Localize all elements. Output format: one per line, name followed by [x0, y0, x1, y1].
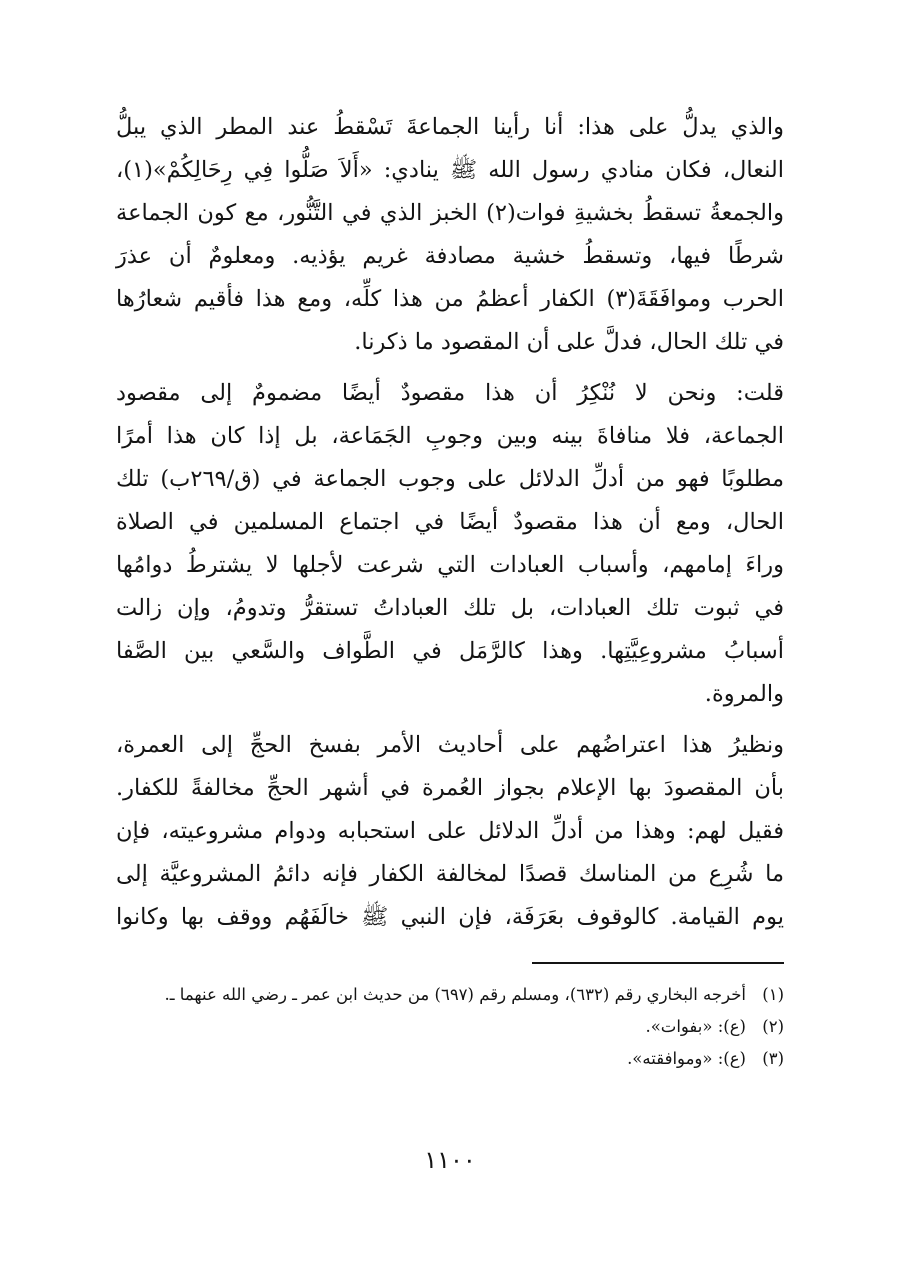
page-number: ١١٠٠	[424, 1146, 476, 1174]
footnote-text: (ع): «وموافقته».	[627, 1049, 746, 1068]
paragraph-3	[116, 724, 784, 939]
text-line: بأن المقصودَ بها الإعلام بجواز العُمرة في أشهر الحجِّ مخالفةً للكفار.	[116, 775, 784, 801]
text-line: شرطًا فيها، وتسقطُ خشية مصادفة غريم يؤذيه. ومعلومٌ أن عذرَ	[116, 243, 784, 269]
text-line: قلت: ونحن لا نُنْكِرُ أن هذا مقصودٌ أيضًا مضمومٌ إلى مقصود	[116, 380, 784, 406]
text-line: والجمعةُ تسقطُ بخشيةِ فوات(٢) الخبز الذي في التَّنُّور، مع كون الجماعة	[116, 200, 784, 226]
footnotes	[116, 980, 784, 1076]
paragraph-2	[116, 372, 784, 716]
text-line: الحرب وموافَقَةَ(٣) الكفار أعظمُ من هذا كلِّه، ومع هذا فأقيم شعارُها	[116, 286, 784, 312]
footnote-text: (ع): «بفوات».	[645, 1017, 746, 1036]
text-line: وراءَ إمامهم، وأسباب العبادات التي شرعت لأجلها لا يشترطُ دوامُها	[116, 552, 784, 578]
main-text	[116, 106, 784, 939]
footnote-1	[116, 980, 784, 1010]
footnote-number: (١)	[762, 985, 784, 1004]
text-line: في ثبوت تلك العبادات، بل تلك العباداتُ تستقرُّ وتدومُ، وإن زالت	[116, 595, 784, 621]
footnote-text: أخرجه البخاري رقم (٦٣٢)، ومسلم رقم (٦٩٧) من حديث ابن عمر ـ رضي الله عنهما ـ.	[164, 985, 746, 1004]
text-line: النعال، فكان منادي رسول الله ﷺ ينادي: «أَلاَ صَلُّوا فِي رِحَالِكُمْ»(١)،	[116, 157, 784, 183]
text-line: ما شُرِع من المناسك قصدًا لمخالفة الكفار فإنه دائمُ المشروعيَّة إلى	[116, 861, 784, 887]
text-line: ونظيرُ هذا اعتراضُهم على أحاديث الأمر بفسخ الحجِّ إلى العمرة،	[116, 732, 784, 758]
text-line: فقيل لهم: وهذا من أدلِّ الدلائل على استحبابه ودوام مشروعيته، فإن	[116, 818, 784, 844]
footnote-number: (٣)	[762, 1049, 784, 1068]
footnote-divider	[532, 962, 784, 964]
text-line: الجماعة، فلا منافاةَ بينه وبين وجوبِ الجَمَاعة، بل إذا كان هذا أمرًا	[116, 423, 784, 449]
text-line: الحال، ومع أن هذا مقصودٌ أيضًا في اجتماع المسلمين في الصلاة	[116, 509, 784, 535]
footnote-number: (٢)	[762, 1017, 784, 1036]
text-line: مطلوبًا فهو من أدلِّ الدلائل على وجوب الجماعة في (ق/٢٦٩ب) تلك	[116, 466, 784, 492]
footnote-3	[116, 1044, 784, 1074]
text-line: والذي يدلُّ على هذا: أنا رأينا الجماعةَ تَسْقطُ عند المطر الذي يبلُّ	[116, 114, 784, 140]
text-line: والمروة.	[704, 681, 784, 707]
footnote-2	[116, 1012, 784, 1042]
text-line: أسبابُ مشروعِيَّتِها. وهذا كالرَّمَل في الطَّواف والسَّعي بين الصَّفا	[116, 638, 784, 664]
paragraph-1	[116, 106, 784, 364]
text-line: في تلك الحال، فدلَّ على أن المقصود ما ذكرنا.	[354, 329, 784, 355]
text-line: يوم القيامة. كالوقوف بعَرَفَة، فإن النبي ﷺ خالَفَهُم ووقف بها وكانوا	[116, 904, 784, 930]
